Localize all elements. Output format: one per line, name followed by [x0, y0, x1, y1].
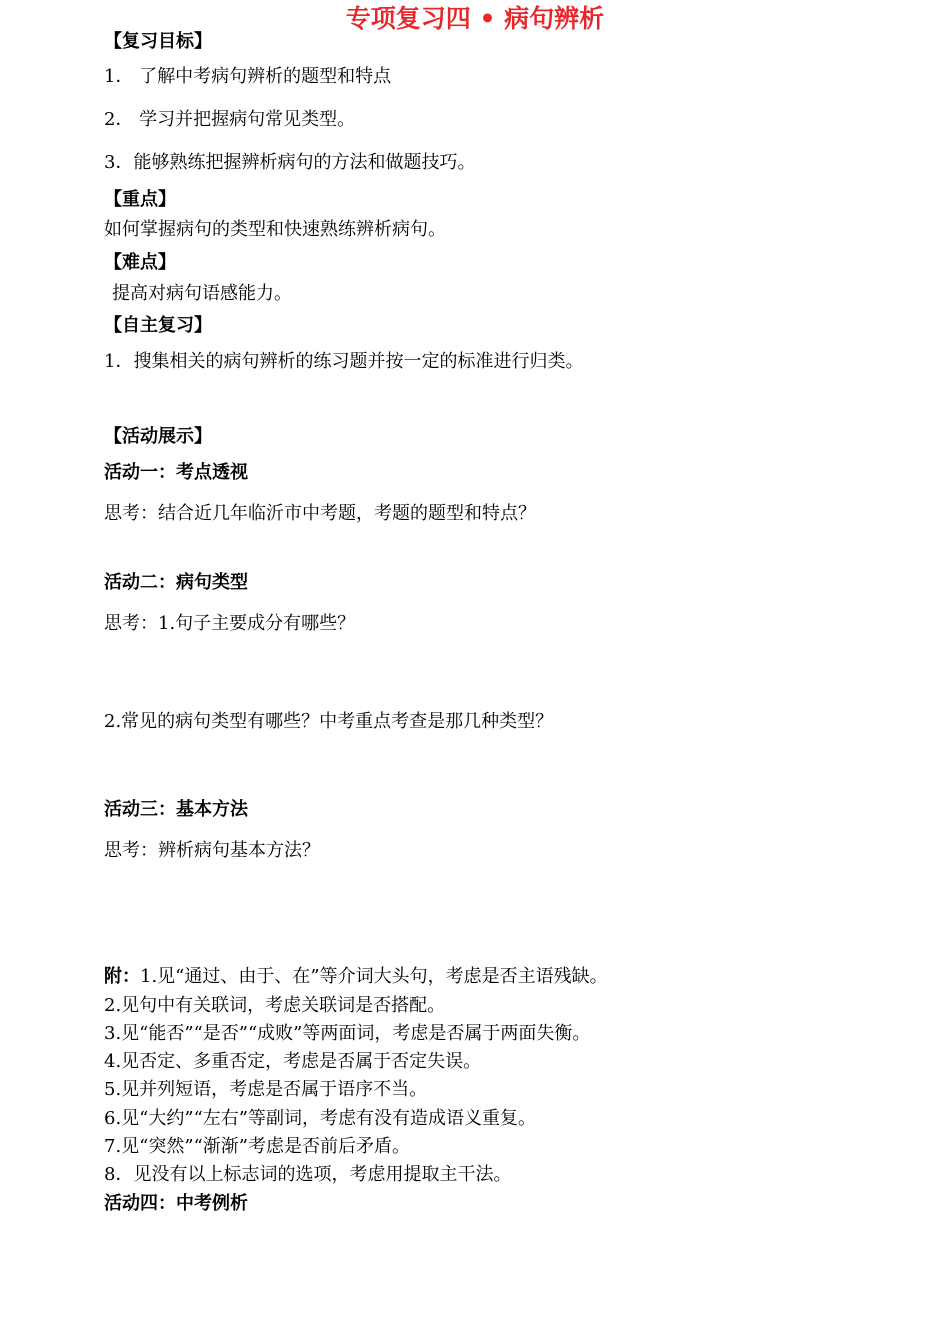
- activity2-question-1: 思考：1.句子主要成分有哪些？: [104, 613, 356, 634]
- appendix-item-3: 3.见“能否”“是否”“成败”等两面词，考虑是否属于两面失衡。: [104, 1023, 591, 1044]
- page-title: 专项复习四 • 病句辨析: [345, 4, 605, 33]
- review-goal-1: 1． 了解中考病句辨析的题型和特点: [104, 66, 392, 87]
- key-point-text: 如何掌握病句的类型和快速熟练辨析病句。: [104, 219, 446, 240]
- review-goals-heading: 【复习目标】: [104, 31, 212, 52]
- appendix-item-6: 6.见“大约”“左右”等副词，考虑有没有造成语义重复。: [104, 1108, 536, 1129]
- appendix-item-2: 2.见句中有关联词，考虑关联词是否搭配。: [104, 995, 446, 1016]
- difficulty-heading: 【难点】: [104, 252, 176, 273]
- appendix-label: 附：: [104, 966, 140, 987]
- activity3-heading: 活动三：基本方法: [104, 799, 248, 820]
- review-goal-3: 3．能够熟练把握辨析病句的方法和做题技巧。: [104, 152, 476, 173]
- self-review-heading: 【自主复习】: [104, 315, 212, 336]
- self-review-text: 1．搜集相关的病句辨析的练习题并按一定的标准进行归类。: [104, 351, 584, 372]
- activity1-text: 思考：结合近几年临沂市中考题，考题的题型和特点？: [104, 503, 536, 524]
- activity-display-heading: 【活动展示】: [104, 426, 212, 447]
- activity3-text: 思考：辨析病句基本方法？: [104, 840, 320, 861]
- appendix-item-7: 7.见“突然”“渐渐”考虑是否前后矛盾。: [104, 1136, 410, 1157]
- review-goal-2: 2． 学习并把握病句常见类型。: [104, 109, 356, 130]
- appendix-item-5: 5.见并列短语，考虑是否属于语序不当。: [104, 1079, 428, 1100]
- activity1-heading: 活动一：考点透视: [104, 462, 248, 483]
- activity2-question-2: 2.常见的病句类型有哪些？中考重点考查是那几种类型？: [104, 711, 554, 732]
- appendix-item-8: 8．见没有以上标志词的选项，考虑用提取主干法。: [104, 1164, 512, 1185]
- difficulty-text: 提高对病句语感能力。: [112, 283, 292, 304]
- activity4-heading: 活动四：中考例析: [104, 1193, 248, 1214]
- appendix-item-1: [104, 965, 608, 989]
- key-point-heading: 【重点】: [104, 189, 176, 210]
- appendix-item-4: 4.见否定、多重否定，考虑是否属于否定失误。: [104, 1051, 482, 1072]
- appendix-item-1-text: 1.见“通过、由于、在”等介词大头句，考虑是否主语残缺。: [140, 966, 608, 987]
- activity2-heading: 活动二：病句类型: [104, 572, 248, 593]
